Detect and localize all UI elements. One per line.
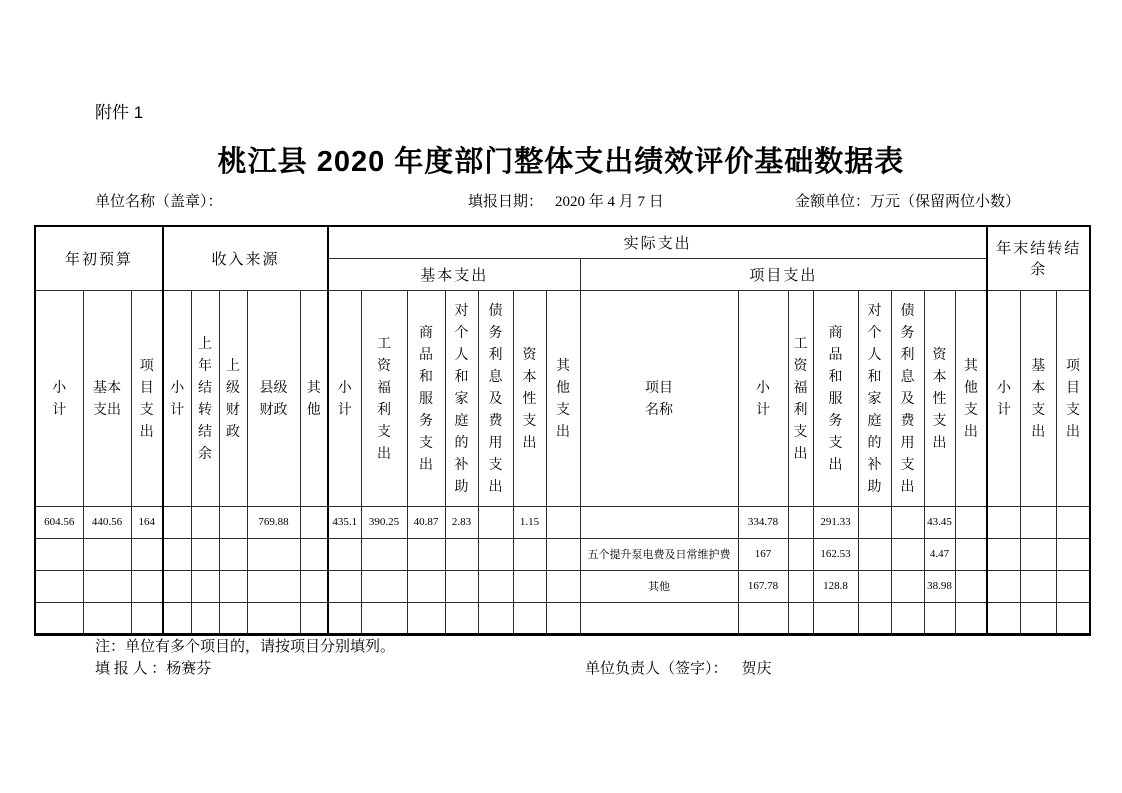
table-cell [191, 506, 219, 538]
table-cell [955, 602, 987, 634]
table-cell [513, 570, 546, 602]
table-cell: 164 [131, 506, 163, 538]
table-cell [445, 570, 478, 602]
table-cell [219, 570, 247, 602]
column-header [788, 290, 813, 506]
column-header-label: 工资福利支出 [377, 335, 392, 461]
table-cell [35, 538, 83, 570]
table-cell [328, 538, 361, 570]
column-header-label: 债务利息及费用支出 [900, 302, 915, 494]
table-cell [163, 506, 191, 538]
column-header [1020, 290, 1056, 506]
column-header-label: 其他支出 [556, 357, 571, 439]
table-cell [83, 602, 131, 634]
column-header [924, 290, 955, 506]
table-cell [987, 570, 1020, 602]
column-header [987, 290, 1020, 506]
column-header [361, 290, 407, 506]
table-cell [546, 570, 580, 602]
table-cell [1020, 538, 1056, 570]
column-header-label: 上级财政 [226, 357, 241, 439]
column-header-label: 资本性支出 [522, 346, 537, 450]
table-cell [191, 602, 219, 634]
table-cell [361, 538, 407, 570]
table-cell [478, 506, 513, 538]
table-cell [891, 570, 924, 602]
column-header-label: 项目支出 [1065, 357, 1080, 439]
table-cell: 167 [738, 538, 788, 570]
table-cell: 390.25 [361, 506, 407, 538]
column-header-label: 小计 [996, 379, 1011, 417]
table-cell [83, 538, 131, 570]
column-header [445, 290, 478, 506]
column-header-label: 商品和服务支出 [828, 324, 843, 472]
preparer-name: 杨赛芬 [166, 661, 212, 677]
table-cell [191, 570, 219, 602]
table-cell [858, 570, 891, 602]
table-cell [1020, 570, 1056, 602]
year-end-balance-header: 年末结转结余 [987, 226, 1090, 290]
project-expenditure-header: 项目支出 [580, 258, 987, 290]
column-header [328, 290, 361, 506]
report-date-label: 填报日期： [468, 194, 544, 210]
column-header [300, 290, 328, 506]
table-cell [924, 602, 955, 634]
table-cell [513, 602, 546, 634]
table-cell [513, 538, 546, 570]
amount-unit [795, 190, 1020, 211]
project-name-cell [580, 506, 738, 538]
column-header [83, 290, 131, 506]
column-header-label: 小计 [337, 379, 352, 417]
table-cell: 291.33 [813, 506, 858, 538]
column-header [35, 290, 83, 506]
unit-name-label: 单位名称（盖章）： [95, 194, 223, 210]
table-cell [247, 570, 300, 602]
column-header [478, 290, 513, 506]
table-cell [163, 570, 191, 602]
column-header-label: 对个人和家庭的补助 [867, 302, 882, 494]
table-cell [219, 506, 247, 538]
table-cell [328, 570, 361, 602]
column-header-label: 小计 [756, 379, 771, 417]
project-name-cell: 其他 [580, 570, 738, 602]
table-cell [219, 538, 247, 570]
table-cell [131, 602, 163, 634]
report-date-value: 2020 年 4 月 7 日 [555, 194, 664, 210]
column-header [513, 290, 546, 506]
table-cell [35, 602, 83, 634]
column-header [955, 290, 987, 506]
table-cell [546, 538, 580, 570]
table-cell [247, 602, 300, 634]
column-header [131, 290, 163, 506]
table-cell [407, 538, 445, 570]
responsible-name: 贺庆 [741, 661, 772, 677]
table-cell [987, 506, 1020, 538]
table-cell [361, 602, 407, 634]
table-cell [546, 602, 580, 634]
column-header-label: 基本支出 [93, 379, 121, 417]
table-cell [955, 570, 987, 602]
table-cell [300, 570, 328, 602]
table-cell [445, 602, 478, 634]
column-header [407, 290, 445, 506]
project-name-cell: 五个提升泵电费及日常维护费 [580, 538, 738, 570]
table-cell [163, 538, 191, 570]
table-cell [891, 506, 924, 538]
column-header-label: 工资福利支出 [793, 335, 808, 461]
table-cell [300, 538, 328, 570]
table-cell [858, 602, 891, 634]
table-cell: 2.83 [445, 506, 478, 538]
column-header [858, 290, 891, 506]
column-header [163, 290, 191, 506]
table-cell [546, 506, 580, 538]
column-header [191, 290, 219, 506]
column-header [738, 290, 788, 506]
table-cell: 38.98 [924, 570, 955, 602]
table-cell [83, 570, 131, 602]
table-cell: 440.56 [83, 506, 131, 538]
table-cell [191, 538, 219, 570]
table-cell: 334.78 [738, 506, 788, 538]
column-header-label: 基本支出 [1031, 357, 1046, 439]
column-header-label: 债务利息及费用支出 [488, 302, 503, 494]
preparer-label: 填 报 人 ： [95, 661, 167, 677]
column-header-label: 对个人和家庭的补助 [454, 302, 469, 494]
responsible-label: 单位负责人（签字）： [585, 661, 728, 677]
table-cell [247, 538, 300, 570]
table-cell [955, 506, 987, 538]
column-header-label: 商品和服务支出 [419, 324, 434, 472]
table-cell [478, 570, 513, 602]
amount-unit-label: 金额单位： [795, 194, 871, 210]
table-cell: 162.53 [813, 538, 858, 570]
table-cell [813, 602, 858, 634]
table-cell [35, 570, 83, 602]
table-cell [219, 602, 247, 634]
table-cell [1056, 602, 1090, 634]
report-date [468, 190, 664, 211]
attachment-label: 附件 1 [95, 103, 144, 122]
table-cell [788, 570, 813, 602]
table-cell [1020, 506, 1056, 538]
column-header [1056, 290, 1090, 506]
table-cell [328, 602, 361, 634]
preparer [95, 657, 211, 678]
table-cell [955, 538, 987, 570]
table-cell [163, 602, 191, 634]
income-source-header: 收入来源 [163, 226, 328, 290]
basic-expenditure-header: 基本支出 [328, 258, 580, 290]
year-start-budget-header: 年初预算 [35, 226, 163, 290]
expenditure-data-table [34, 225, 1091, 636]
column-header [219, 290, 247, 506]
table-cell [407, 602, 445, 634]
column-header-label: 项目支出 [139, 357, 154, 439]
project-name-cell [580, 602, 738, 634]
table-cell [891, 602, 924, 634]
table-cell [407, 570, 445, 602]
table-cell [788, 538, 813, 570]
column-header [580, 290, 738, 506]
actual-expenditure-header: 实际支出 [328, 226, 987, 258]
table-cell: 769.88 [247, 506, 300, 538]
table-cell [987, 602, 1020, 634]
table-cell: 4.47 [924, 538, 955, 570]
table-cell: 43.45 [924, 506, 955, 538]
table-cell [1056, 538, 1090, 570]
table-cell [1056, 570, 1090, 602]
column-header [247, 290, 300, 506]
column-header [891, 290, 924, 506]
table-cell: 1.15 [513, 506, 546, 538]
amount-unit-value: 万元（保留两位小数） [870, 194, 1021, 210]
page-title: 桃江县 2020 年度部门整体支出绩效评价基础数据表 [217, 146, 905, 178]
table-cell [131, 570, 163, 602]
table-cell [987, 538, 1020, 570]
table-cell: 167.78 [738, 570, 788, 602]
table-cell: 128.8 [813, 570, 858, 602]
column-header-label: 其他支出 [963, 357, 978, 439]
table-cell [300, 602, 328, 634]
column-header-label: 其他 [306, 379, 321, 417]
table-cell [1056, 506, 1090, 538]
table-cell [891, 538, 924, 570]
responsible-person [585, 657, 772, 678]
table-cell [788, 602, 813, 634]
table-cell: 40.87 [407, 506, 445, 538]
table-cell [445, 538, 478, 570]
column-header-label: 项目名称 [645, 379, 674, 417]
table-cell [788, 506, 813, 538]
table-cell [858, 506, 891, 538]
table-cell [858, 538, 891, 570]
table-cell [131, 538, 163, 570]
column-header-label: 资本性支出 [932, 346, 947, 450]
column-header-label: 小计 [170, 379, 185, 417]
table-cell [478, 602, 513, 634]
column-header [546, 290, 580, 506]
column-header-label: 上年结转结余 [198, 335, 213, 461]
column-header-label: 小计 [52, 379, 67, 417]
table-cell [738, 602, 788, 634]
column-header [813, 290, 858, 506]
table-cell: 604.56 [35, 506, 83, 538]
table-cell [478, 538, 513, 570]
table-cell [1020, 602, 1056, 634]
table-cell [361, 570, 407, 602]
table-cell: 435.1 [328, 506, 361, 538]
column-header-label: 县级财政 [259, 379, 288, 417]
table-cell [300, 506, 328, 538]
table-note: 注：单位有多个项目的，请按项目分别填列。 [95, 639, 396, 655]
